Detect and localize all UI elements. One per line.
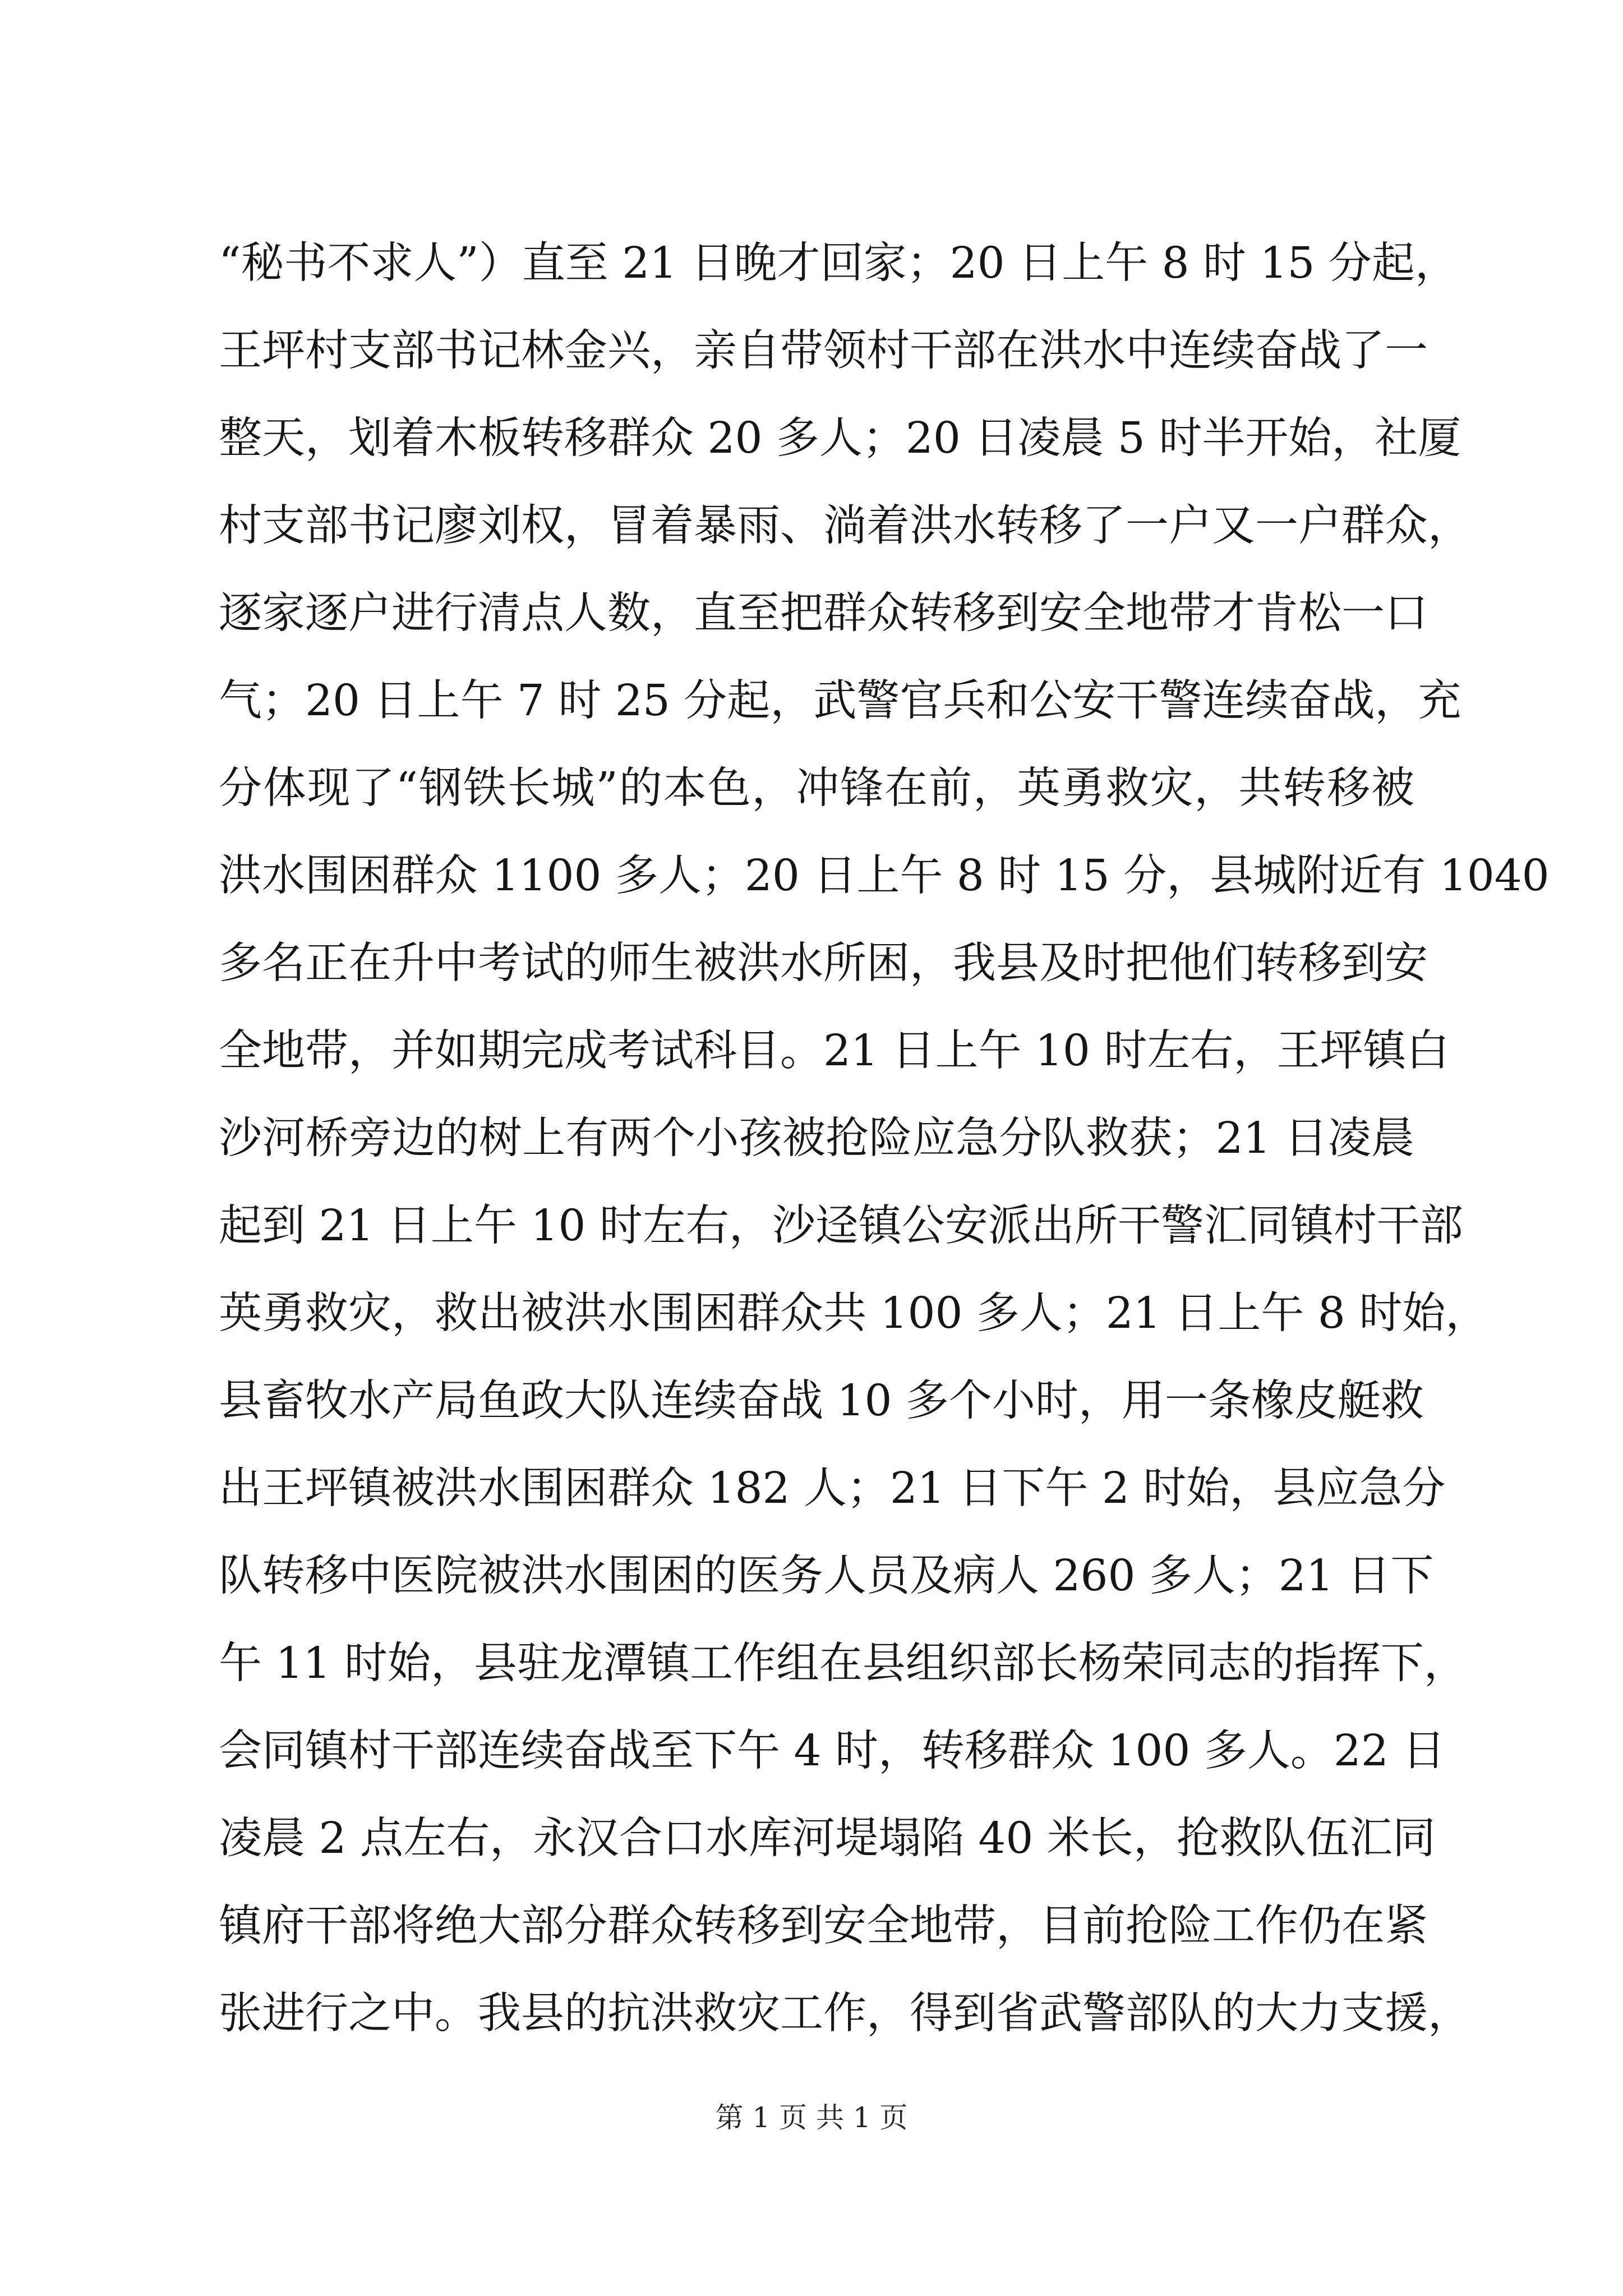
text-line: 气；20 日上午 7 时 25 分起，武警官兵和公安干警连续奋战，充 [219,676,1461,726]
text-line: 村支部书记廖刘权，冒着暴雨、淌着洪水转移了一户又一户群众， [219,501,1471,551]
text-line: 分体现了“钢铁长城”的本色，冲锋在前，英勇救灾，共转移被 [219,763,1414,813]
text-line: 出王坪镇被洪水围困群众 182 人；21 日下午 2 时始，县应急分 [219,1464,1446,1513]
text-line: 全地带，并如期完成考试科目。21 日上午 10 时左右，王坪镇白 [219,1026,1450,1076]
text-line: 镇府干部将绝大部分群众转移到安全地带，目前抢险工作仍在紧 [219,1901,1428,1951]
text-line: 英勇救灾，救出被洪水围困群众共 100 多人；21 日上午 8 时始， [219,1289,1489,1338]
text-line: 起到 21 日上午 10 时左右，沙迳镇公安派出所干警汇同镇村干部 [219,1201,1463,1251]
body-paragraph [219,220,1550,2058]
text-line: 午 11 时始，县驻龙潭镇工作组在县组织部长杨荣同志的指挥下， [219,1639,1467,1688]
text-line: 张进行之中。我县的抗洪救灾工作，得到省武警部队的大力支援， [219,1989,1471,2039]
text-line: 会同镇村干部连续奋战至下午 4 时，转移群众 100 多人。22 日 [219,1726,1446,1776]
text-line: 凌晨 2 点左右，永汉合口水库河堤塌陷 40 米长，抢救队伍汇同 [219,1814,1436,1864]
text-line: 王坪村支部书记林金兴，亲自带领村干部在洪水中连续奋战了一 [219,326,1428,376]
text-line: 沙河桥旁边的树上有两个小孩被抢险应急分队救获；21 日凌晨 [219,1114,1414,1163]
text-line: “秘书不求人”）直至 21 日晚才回家；20 日上午 8 时 15 分起， [219,238,1458,288]
text-line: 洪水围困群众 1100 多人；20 日上午 8 时 15 分，县城附近有 1040 [219,851,1550,901]
text-line: 县畜牧水产局鱼政大队连续奋战 10 多个小时，用一条橡皮艇救 [219,1376,1424,1426]
text-line: 逐家逐户进行清点人数，直至把群众转移到安全地带才肯松一口 [219,588,1428,638]
text-line: 多名正在升中考试的师生被洪水所困，我县及时把他们转移到安 [219,938,1428,988]
text-line: 队转移中医院被洪水围困的医务人员及病人 260 多人；21 日下 [219,1551,1434,1601]
text-line: 整天，划着木板转移群众 20 多人；20 日凌晨 5 时半开始，社厦 [219,413,1461,463]
page-footer: 第 1 页 共 1 页 [715,2101,908,2134]
